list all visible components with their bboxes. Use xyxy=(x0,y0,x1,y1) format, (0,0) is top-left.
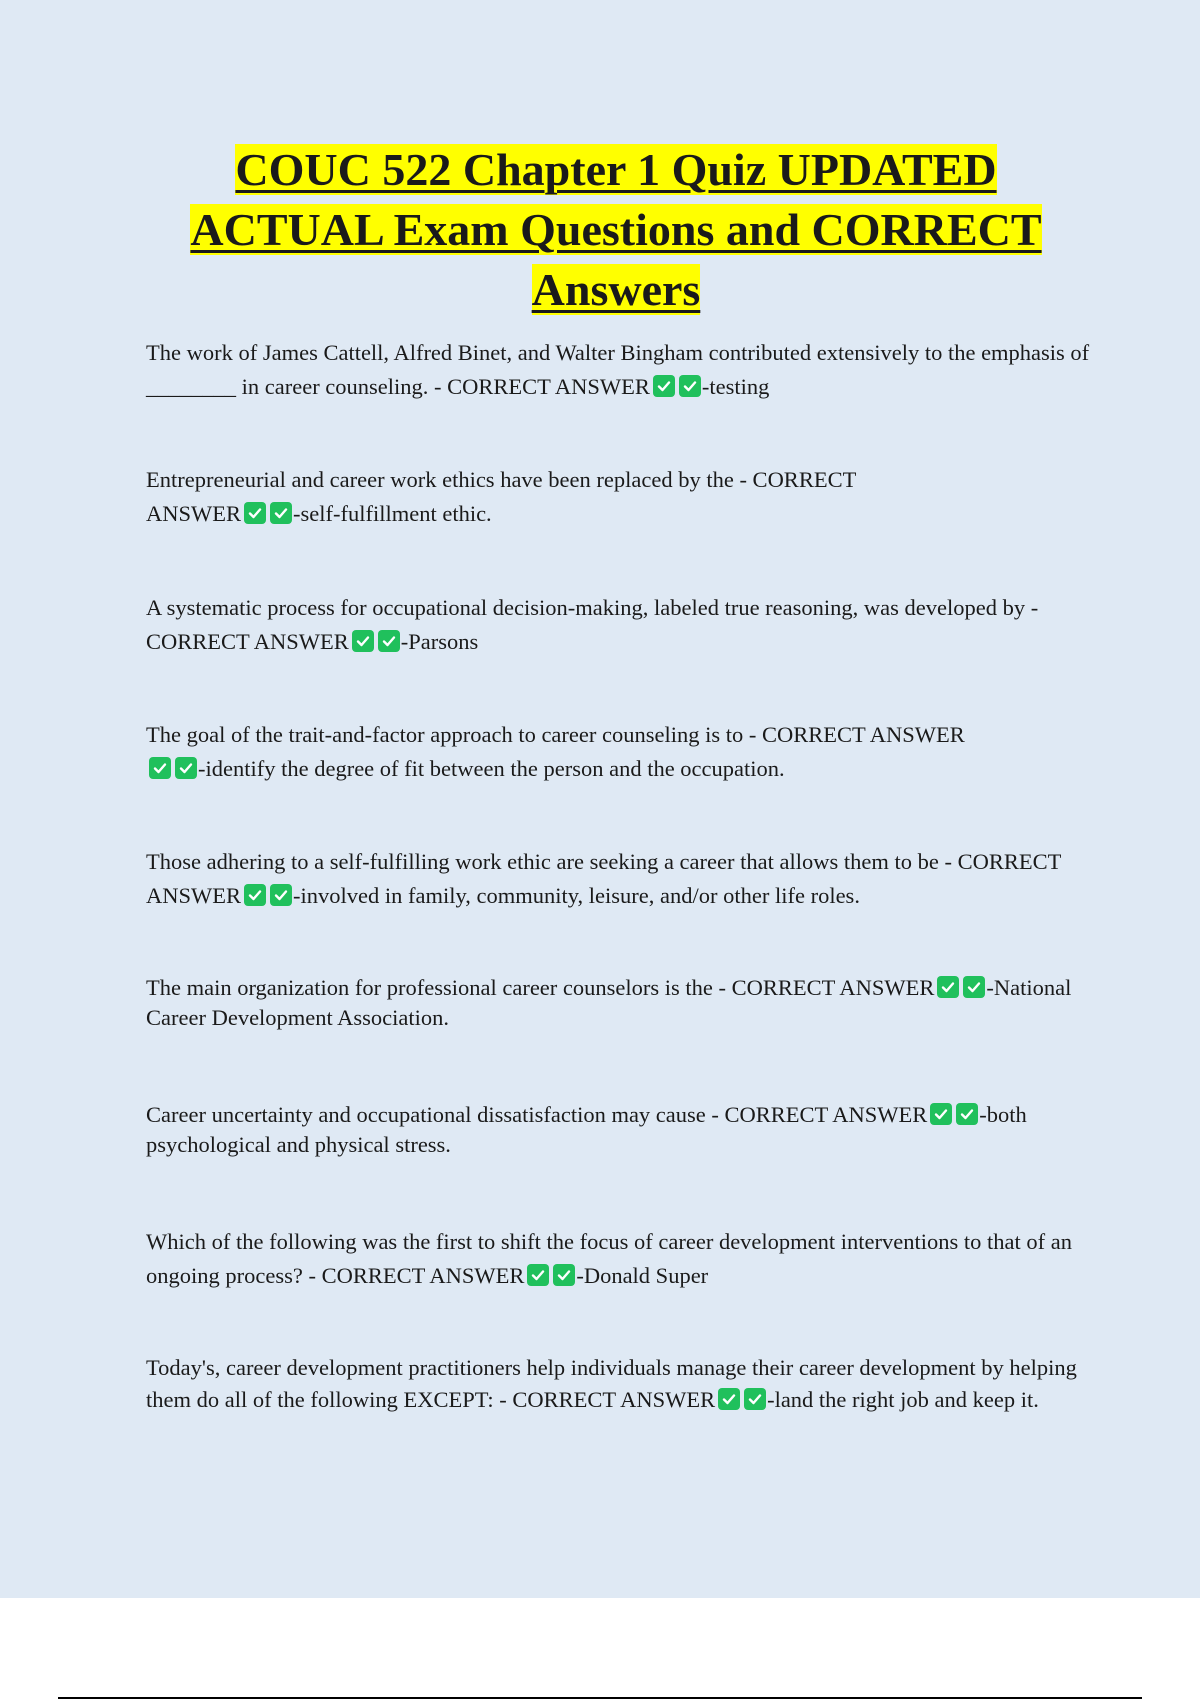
footer-rule xyxy=(58,1697,1142,1699)
check-mark-icon xyxy=(937,976,959,998)
title-line: Answers xyxy=(531,264,701,315)
answer-text: -Donald Super xyxy=(576,1263,709,1288)
qa-item xyxy=(146,718,966,786)
qa-item xyxy=(146,845,1096,913)
question-text: The main organization for professional career counselors is the - CORRECT ANSWER xyxy=(146,975,935,1000)
qa-item xyxy=(146,336,1096,404)
check-mark-icon xyxy=(270,502,292,524)
question-text: Career uncertainty and occupational dissatisfaction may cause - CORRECT ANSWER xyxy=(146,1102,928,1127)
question-text: Those adhering to a self-fulfilling work ethic are seeking a career that allows them to be - CORRECT ANSWER xyxy=(146,849,1061,908)
title-line: COUC 522 Chapter 1 Quiz UPDATED xyxy=(235,144,997,195)
question-text: Which of the following was the first to shift the focus of career development interventions to that of an ongoing process? - CORRECT ANSWER xyxy=(146,1229,1072,1288)
check-mark-icon xyxy=(744,1388,766,1410)
answer-text: -testing xyxy=(701,374,770,399)
qa-item xyxy=(146,973,1096,1033)
answer-text: -identify the degree of fit between the person and the occupation. xyxy=(198,756,785,781)
check-mark-icon xyxy=(244,502,266,524)
answer-text: -land the right job and keep it. xyxy=(767,1387,1039,1412)
check-mark-icon xyxy=(352,630,374,652)
question-text: Today's, career development practitioners help individuals manage their career development by helping them do all of the following EXCEPT: - CORRECT ANSWER xyxy=(146,1355,1077,1412)
qa-item xyxy=(146,1100,1066,1160)
qa-item xyxy=(146,1225,1096,1293)
check-mark-icon xyxy=(175,757,197,779)
qa-item xyxy=(146,591,1096,659)
check-mark-icon xyxy=(527,1264,549,1286)
qa-item xyxy=(146,463,926,531)
answer-text: -Parsons xyxy=(400,629,479,654)
question-text: A systematic process for occupational decision-making, labeled true reasoning, was developed by - CORRECT ANSWER xyxy=(146,595,1039,654)
title-line: ACTUAL Exam Questions and CORRECT xyxy=(190,204,1042,255)
document-title xyxy=(90,140,1142,320)
answer-text: -involved in family, community, leisure, and/or other life roles. xyxy=(293,883,860,908)
check-mark-icon xyxy=(378,630,400,652)
check-mark-icon xyxy=(270,884,292,906)
question-text: Entrepreneurial and career work ethics have been replaced by the - CORRECT ANSWER xyxy=(146,467,856,526)
answer-text: -both psychological and physical stress. xyxy=(146,1102,1027,1157)
check-mark-icon xyxy=(679,375,701,397)
question-text: The work of James Cattell, Alfred Binet, and Walter Bingham contributed extensively to the emphasis of ________ in career counseling. - CORRECT ANSWER xyxy=(146,340,1090,399)
check-mark-icon xyxy=(244,884,266,906)
check-mark-icon xyxy=(553,1264,575,1286)
qa-item xyxy=(146,1352,1096,1416)
check-mark-icon xyxy=(956,1103,978,1125)
check-mark-icon xyxy=(963,976,985,998)
check-mark-icon xyxy=(653,375,675,397)
answer-text: -self-fulfillment ethic. xyxy=(293,501,492,526)
check-mark-icon xyxy=(930,1103,952,1125)
answer-text: -National Career Development Association. xyxy=(146,975,1072,1030)
question-text: The goal of the trait-and-factor approach to career counseling is to - CORRECT ANSWER xyxy=(146,722,965,747)
check-mark-icon xyxy=(149,757,171,779)
check-mark-icon xyxy=(718,1388,740,1410)
